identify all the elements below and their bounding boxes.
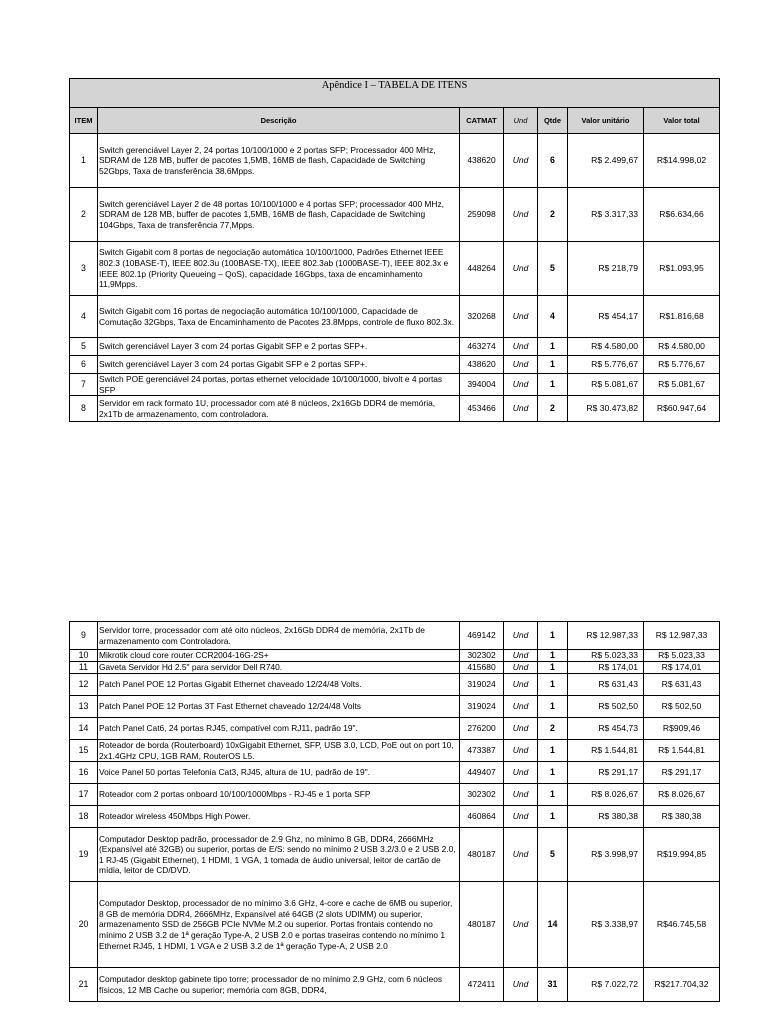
row-quantity: 1 [538, 674, 568, 696]
row-description: Roteador wireless 450Mbps High Power. [98, 806, 460, 828]
row-unit: Und [504, 696, 538, 718]
row-item-number: 13 [70, 696, 98, 718]
row-unit: Und [504, 374, 538, 396]
row-description: Switch Gigabit com 8 portas de negociação automática 10/100/1000, Padrões Ethernet IEEE 802.3 (10BASE-T), IEEE 802.3u (100BASE-TX), IEEE 802.3ab (1000BASE-T), IEEE 802.3x e IEEE 802.1p (Priority Queueing – QoS), capacidade 16Gbps, taxa de encaminhamento 11,9Mpps. [98, 242, 460, 296]
row-unit-price: R$ 454,73 [568, 718, 644, 740]
row-total-price: R$46.745,58 [644, 882, 720, 968]
row-total-price: R$14.998,02 [644, 134, 720, 188]
row-unit-price: R$ 5.776,67 [568, 356, 644, 374]
table-row [70, 718, 720, 740]
row-item-number: 19 [70, 828, 98, 882]
row-description: Patch Panel Cat6, 24 portas RJ45, compatível com RJ11, padrão 19". [98, 718, 460, 740]
table-row [70, 828, 720, 882]
row-quantity: 2 [538, 396, 568, 422]
row-unit: Und [504, 718, 538, 740]
row-catmat: 453466 [460, 396, 504, 422]
row-description: Switch gerenciável Layer 2 de 48 portas 10/100/1000 e 4 portas SFP; processador 400 MHz, SDRAM de 128 MB, buffer de pacotes 1,5MB, 16MB de flash, Capacidade de Switching 104Gbps, Taxa de transferência 77,Mpps. [98, 188, 460, 242]
row-item-number: 3 [70, 242, 98, 296]
appendix-title: Apêndice I – TABELA DE ITENS [70, 79, 720, 108]
row-catmat: 480187 [460, 828, 504, 882]
row-unit-price: R$ 4.580,00 [568, 338, 644, 356]
table-row [70, 762, 720, 784]
row-catmat: 438620 [460, 134, 504, 188]
row-item-number: 7 [70, 374, 98, 396]
row-description: Computador Desktop padrão, processador de 2.9 Ghz, no mínimo 8 GB, DDR4, 2666MHz (Expansível até 32GB) ou superior, portas de E/S: sendo no mínimo 2 USB 3.2/3.0 e 2 USB 2.0, 1 RJ-45 (Gigabit Ethernet), 1 HDMI, 1 VGA, 1 tomada de áudio universal, leitor de cartão de mídia, leitor de CD/DVD. [98, 828, 460, 882]
row-unit-price: R$ 7.022,72 [568, 968, 644, 1002]
row-item-number: 12 [70, 674, 98, 696]
header-catmat: CATMAT [460, 108, 504, 134]
row-unit: Und [504, 396, 538, 422]
row-total-price: R$60.947,64 [644, 396, 720, 422]
row-catmat: 394004 [460, 374, 504, 396]
row-unit-price: R$ 218,79 [568, 242, 644, 296]
row-catmat: 438620 [460, 356, 504, 374]
row-description: Servidor em rack formato 1U, processador com até 8 núcleos, 2x16Gb DDR4 de memória, 2x1Tb de armazenamento, com controladora. [98, 396, 460, 422]
table-row [70, 674, 720, 696]
row-catmat: 302302 [460, 650, 504, 662]
row-unit: Und [504, 968, 538, 1002]
row-catmat: 415680 [460, 662, 504, 674]
row-unit: Und [504, 296, 538, 338]
row-quantity: 2 [538, 718, 568, 740]
row-quantity: 1 [538, 784, 568, 806]
row-description: Servidor torre, processador com até oito núcleos, 2x16Gb DDR4 de memória, 2x1Tb de armazenamento com Controladora. [98, 622, 460, 650]
row-total-price: R$909,46 [644, 718, 720, 740]
table-row [70, 740, 720, 762]
table-row [70, 882, 720, 968]
row-unit-price: R$ 380,38 [568, 806, 644, 828]
row-unit: Und [504, 650, 538, 662]
row-unit-price: R$ 454,17 [568, 296, 644, 338]
row-quantity: 14 [538, 882, 568, 968]
row-item-number: 10 [70, 650, 98, 662]
table-row [70, 806, 720, 828]
row-unit-price: R$ 2.499,67 [568, 134, 644, 188]
table-row [70, 188, 720, 242]
row-item-number: 21 [70, 968, 98, 1002]
row-total-price: R$ 380,38 [644, 806, 720, 828]
row-description: Switch POE gerenciável 24 portas, portas ethernet velocidade 10/100/1000, bivolt e 4 portas SFP [98, 374, 460, 396]
row-catmat: 469142 [460, 622, 504, 650]
row-item-number: 18 [70, 806, 98, 828]
row-total-price: R$217.704,32 [644, 968, 720, 1002]
row-quantity: 2 [538, 188, 568, 242]
row-quantity: 1 [538, 740, 568, 762]
header-valor-total: Valor total [644, 108, 720, 134]
row-unit-price: R$ 3.317,33 [568, 188, 644, 242]
row-item-number: 9 [70, 622, 98, 650]
row-unit: Und [504, 662, 538, 674]
row-item-number: 6 [70, 356, 98, 374]
header-descricao: Descrição [98, 108, 460, 134]
table-row [70, 650, 720, 662]
row-unit: Und [504, 188, 538, 242]
row-total-price: R$ 5.776,67 [644, 356, 720, 374]
row-catmat: 259098 [460, 188, 504, 242]
row-total-price: R$6.634,66 [644, 188, 720, 242]
row-unit: Und [504, 762, 538, 784]
row-quantity: 6 [538, 134, 568, 188]
row-item-number: 4 [70, 296, 98, 338]
row-quantity: 1 [538, 696, 568, 718]
row-item-number: 20 [70, 882, 98, 968]
row-total-price: R$ 12.987,33 [644, 622, 720, 650]
row-total-price: R$ 4.580,00 [644, 338, 720, 356]
row-item-number: 17 [70, 784, 98, 806]
row-description: Switch gerenciável Layer 3 com 24 portas Gigabit SFP e 2 portas SFP+. [98, 338, 460, 356]
row-description: Switch gerenciável Layer 3 com 24 portas Gigabit SFP e 2 portas SFP+. [98, 356, 460, 374]
row-description: Mikrotik cloud core router CCR2004-16G-2S+ [98, 650, 460, 662]
row-item-number: 11 [70, 662, 98, 674]
row-catmat: 472411 [460, 968, 504, 1002]
row-unit: Und [504, 242, 538, 296]
row-unit-price: R$ 1.544,81 [568, 740, 644, 762]
row-quantity: 4 [538, 296, 568, 338]
table-row [70, 396, 720, 422]
row-description: Computador desktop gabinete tipo torre; processador de no mínimo 2.9 GHz, com 6 núcleos físicos, 12 MB Cache ou superior; memória com 8GB, DDR4, [98, 968, 460, 1002]
row-unit-price: R$ 5.023,33 [568, 650, 644, 662]
row-description: Switch Gigabit com 16 portas de negociação automática 10/100/1000, Capacidade de Comutação 32Gbps, Taxa de Encaminhamento de Pacotes 23.8Mpps, controle de fluxo 802.3x. [98, 296, 460, 338]
row-quantity: 1 [538, 650, 568, 662]
row-catmat: 449407 [460, 762, 504, 784]
row-quantity: 1 [538, 356, 568, 374]
row-description: Patch Panel POE 12 Portas Gigabit Ethernet chaveado 12/24/48 Volts. [98, 674, 460, 696]
row-unit-price: R$ 3.338,97 [568, 882, 644, 968]
row-item-number: 14 [70, 718, 98, 740]
row-quantity: 5 [538, 242, 568, 296]
row-catmat: 448264 [460, 242, 504, 296]
row-unit: Und [504, 784, 538, 806]
row-quantity: 1 [538, 662, 568, 674]
row-total-price: R$ 5.081,67 [644, 374, 720, 396]
table-row [70, 784, 720, 806]
row-quantity: 31 [538, 968, 568, 1002]
table-row [70, 338, 720, 356]
row-catmat: 320268 [460, 296, 504, 338]
row-total-price: R$ 5.023,33 [644, 650, 720, 662]
row-description: Switch gerenciável Layer 2, 24 portas 10/100/1000 e 2 portas SFP; Processador 400 MHz, SDRAM de 128 MB, buffer de pacotes 1,5MB, 16MB de flash, Capacidade de Switching 52Gbps, Taxa de transferência 38.6Mpps. [98, 134, 460, 188]
row-catmat: 460864 [460, 806, 504, 828]
row-catmat: 473387 [460, 740, 504, 762]
row-catmat: 319024 [460, 674, 504, 696]
row-unit: Und [504, 806, 538, 828]
table-row [70, 134, 720, 188]
row-unit: Und [504, 674, 538, 696]
row-total-price: R$1.816,68 [644, 296, 720, 338]
row-unit-price: R$ 12.987,33 [568, 622, 644, 650]
table-row [70, 622, 720, 650]
table-row [70, 242, 720, 296]
row-item-number: 5 [70, 338, 98, 356]
row-total-price: R$ 291,17 [644, 762, 720, 784]
row-catmat: 480187 [460, 882, 504, 968]
row-unit-price: R$ 30.473,82 [568, 396, 644, 422]
row-unit: Und [504, 740, 538, 762]
items-table-2 [69, 621, 720, 1002]
row-quantity: 1 [538, 806, 568, 828]
row-description: Roteador de borda (Routerboard) 10xGigabit Ethernet, SFP, USB 3.0, LCD, PoE out on port 10, 2x1.4GHz CPU, 1GB RAM, RouterOS L5. [98, 740, 460, 762]
row-item-number: 1 [70, 134, 98, 188]
row-description: Voice Panel 50 portas Telefonia Cat3, RJ45, altura de 1U, padrão de 19". [98, 762, 460, 784]
row-item-number: 16 [70, 762, 98, 784]
row-catmat: 463274 [460, 338, 504, 356]
row-total-price: R$1.093,95 [644, 242, 720, 296]
row-catmat: 302302 [460, 784, 504, 806]
row-unit: Und [504, 134, 538, 188]
row-total-price: R$ 502,50 [644, 696, 720, 718]
row-unit: Und [504, 622, 538, 650]
row-unit: Und [504, 338, 538, 356]
row-total-price: R$ 631,43 [644, 674, 720, 696]
row-quantity: 1 [538, 622, 568, 650]
items-table-1 [69, 78, 720, 422]
row-unit: Und [504, 882, 538, 968]
row-quantity: 1 [538, 762, 568, 784]
row-description: Gaveta Servidor Hd 2.5" para servidor Dell R740. [98, 662, 460, 674]
row-unit: Und [504, 356, 538, 374]
header-valor-unitario: Valor unitário [568, 108, 644, 134]
header-row [70, 108, 720, 134]
header-item: ITEM [70, 108, 98, 134]
header-qtde: Qtde [538, 108, 568, 134]
table-row [70, 296, 720, 338]
row-unit-price: R$ 291,17 [568, 762, 644, 784]
row-description: Roteador com 2 portas onboard 10/100/1000Mbps - RJ-45 e 1 porta SFP [98, 784, 460, 806]
row-quantity: 1 [538, 338, 568, 356]
row-unit-price: R$ 3.998,97 [568, 828, 644, 882]
header-und: Und [504, 108, 538, 134]
table-row [70, 356, 720, 374]
row-total-price: R$19.994,85 [644, 828, 720, 882]
row-unit-price: R$ 174,01 [568, 662, 644, 674]
row-item-number: 8 [70, 396, 98, 422]
row-catmat: 276200 [460, 718, 504, 740]
row-unit-price: R$ 5.081,67 [568, 374, 644, 396]
row-unit-price: R$ 8.026,67 [568, 784, 644, 806]
row-unit-price: R$ 631,43 [568, 674, 644, 696]
table-row [70, 662, 720, 674]
table-row [70, 968, 720, 1002]
row-description: Patch Panel POE 12 Portas 3T Fast Ethernet chaveado 12/24/48 Volts [98, 696, 460, 718]
table-row [70, 696, 720, 718]
row-description: Computador Desktop, processador de no mínimo 3.6 GHz, 4-core e cache de 6MB ou superior, 8 GB de memória DDR4, 2666MHz, Expansível até 64GB (2 slots UDIMM) ou superior, armazenamento SSD de 256GB PCIe NVMe M.2 ou superior. Portas frontais contendo no mínimo 2 USB 3.2 de 1ª geração Type-A, 2 USB 2.0 e portas traseiras contendo no mínimo 1 Ethernet RJ45, 1 HDMI, 1 VGA e 2 USB 3.2 de 1ª geração Type-A, 2 USB 2.0 [98, 882, 460, 968]
row-unit: Und [504, 828, 538, 882]
row-total-price: R$ 1.544,81 [644, 740, 720, 762]
row-quantity: 1 [538, 374, 568, 396]
row-item-number: 2 [70, 188, 98, 242]
row-total-price: R$ 8.026,67 [644, 784, 720, 806]
row-quantity: 5 [538, 828, 568, 882]
row-item-number: 15 [70, 740, 98, 762]
row-total-price: R$ 174,01 [644, 662, 720, 674]
table-row [70, 374, 720, 396]
row-catmat: 319024 [460, 696, 504, 718]
row-unit-price: R$ 502,50 [568, 696, 644, 718]
